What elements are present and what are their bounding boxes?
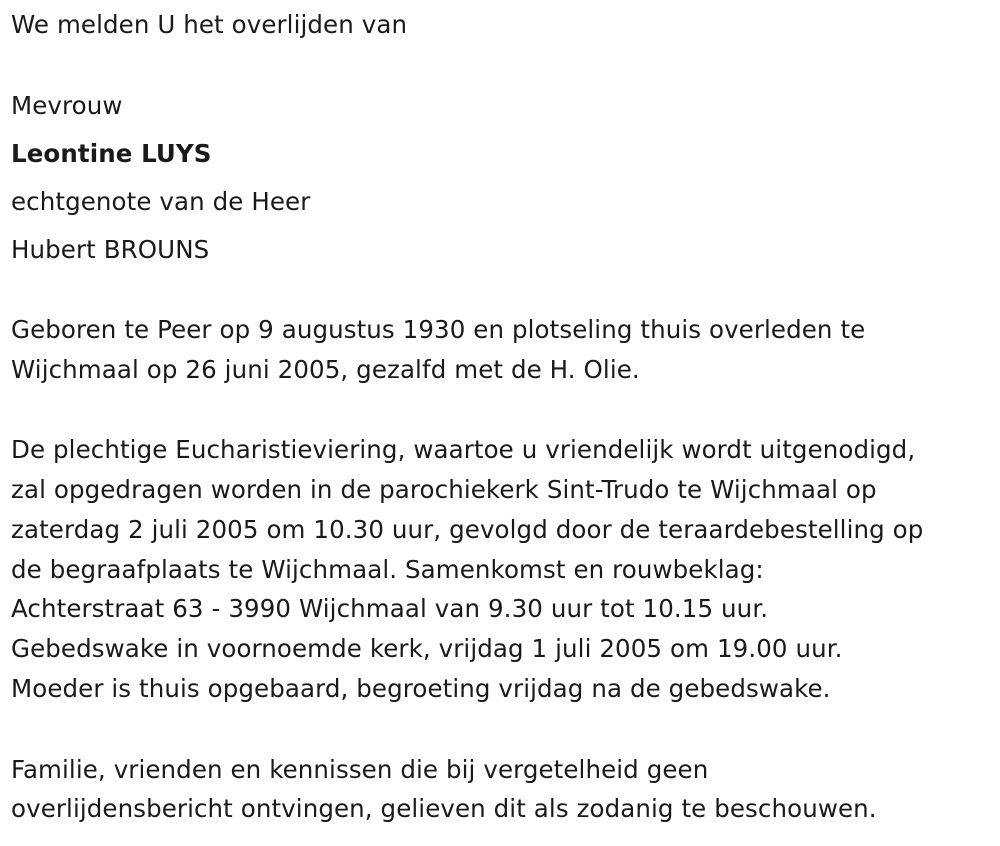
ceremony-line: Achterstraat 63 - 3990 Wijchmaal van 9.30 uur tot 10.15 uur. xyxy=(11,594,769,623)
ceremony-line: de begraafplaats te Wijchmaal. Samenkomst en rouwbeklag: xyxy=(11,555,764,584)
spouse-name: Hubert BROUNS xyxy=(11,235,210,264)
spouse-relation: echtgenote van de Heer xyxy=(11,187,311,216)
closing-line: Familie, vrienden en kennissen die bij vergetelheid geen xyxy=(11,755,709,784)
ceremony-line: zaterdag 2 juli 2005 om 10.30 uur, gevolgd door de teraardebestelling op xyxy=(11,515,924,544)
birth-death-line: Wijchmaal op 26 juni 2005, gezalfd met de H. Olie. xyxy=(11,355,640,384)
closing-line: overlijdensbericht ontvingen, gelieven dit als zodanig te beschouwen. xyxy=(11,794,877,823)
ceremony-line: De plechtige Eucharistieviering, waartoe u vriendelijk wordt uitgenodigd, xyxy=(11,435,916,464)
birth-death-line: Geboren te Peer op 9 augustus 1930 en plotseling thuis overleden te xyxy=(11,315,866,344)
ceremony-line: Moeder is thuis opgebaard, begroeting vrijdag na de gebedswake. xyxy=(11,674,831,703)
deceased-name: Leontine LUYS xyxy=(11,139,212,168)
salutation: Mevrouw xyxy=(11,91,123,120)
ceremony-line: zal opgedragen worden in de parochiekerk Sint-Trudo te Wijchmaal op xyxy=(11,475,877,504)
intro-text: We melden U het overlijden van xyxy=(11,10,408,39)
ceremony-line: Gebedswake in voornoemde kerk, vrijdag 1 juli 2005 om 19.00 uur. xyxy=(11,634,843,663)
